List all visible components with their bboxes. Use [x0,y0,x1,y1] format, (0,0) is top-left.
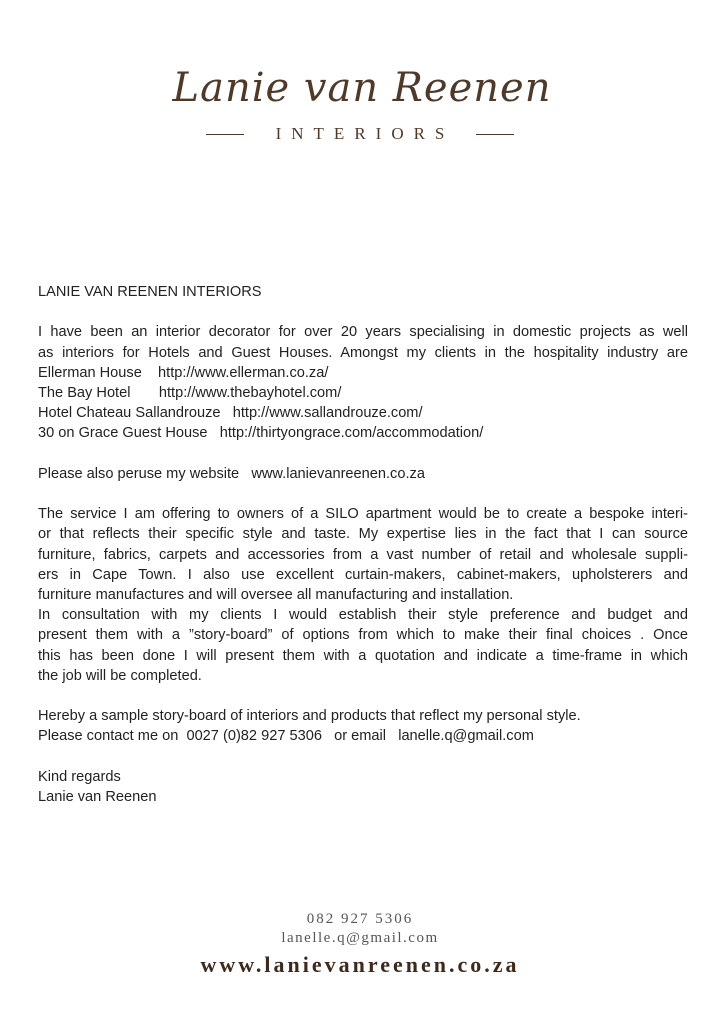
consult-line: this has been done I will present them with a quotation and indicate a time-frame in which [38,647,688,664]
client-row [38,383,688,403]
website-line: Please also peruse my website www.lanievanreenen.co.za [38,465,425,482]
client-name: The Bay Hotel [38,385,131,401]
logo-rule-right [476,134,514,135]
contact-line: Please contact me on 0027 (0)82 927 5306 or email lanelle.q@gmail.com [38,728,534,745]
service-line: furniture manufactures and will oversee all manufacturing and installation. [38,587,514,603]
client-row [38,363,688,383]
letter-heading-text: LANIE VAN REENEN INTERIORS [38,284,262,300]
service-paragraph [38,504,688,686]
letterhead-logo [0,65,720,144]
client-row [38,423,688,443]
footer-phone: 082 927 5306 [306,911,414,927]
letterhead-footer [0,910,720,978]
logo-script-name: Lanie van Reenen [172,65,552,111]
letter-heading [38,282,688,302]
letter-body [38,282,688,827]
footer-website[interactable]: www.lanievanreenen.co.za [200,952,520,977]
client-name: Ellerman House [38,364,142,381]
intro-line: I have been an interior decorator for over 20 years specialising in domestic projects as well [38,324,688,341]
closing-paragraph [38,767,688,807]
client-link[interactable]: http://thirtyongrace.com/accommodation/ [219,425,484,442]
logo-subtitle-row [0,124,720,144]
consult-line: In consultation with my clients I would establish their style preference and budget and [38,607,688,624]
intro-line: as interiors for Hotels and Guest Houses. Amongst my clients in the hospitality industry are [38,344,688,361]
logo-rule-left [206,134,244,135]
consult-line: the job will be completed. [38,667,202,684]
client-link[interactable]: http://www.ellerman.co.za/ [158,364,329,381]
logo-subtitle: INTERIORS [275,124,455,143]
contact-paragraph [38,706,688,746]
consult-line: present them with a ”story-board” of options from which to make their final choices . Once [38,627,688,644]
service-line: The service I am offering to owners of a SILO apartment would be to create a bespoke interi- [38,506,688,523]
client-link[interactable]: http://www.sallandrouze.com/ [232,405,423,422]
intro-paragraph [38,322,688,443]
website-paragraph [38,464,688,484]
signature: Lanie van Reenen [38,789,157,805]
service-line: or that reflects their specific style and taste. My expertise lies in the fact that I can source [38,526,688,543]
client-link[interactable]: http://www.thebayhotel.com/ [158,385,342,401]
client-name: Hotel Chateau Sallandrouze [38,405,221,422]
client-name: 30 on Grace Guest House [38,425,208,442]
service-line: ers in Cape Town. I also use excellent curtain-makers, cabinet-makers, upholsterers and [38,566,688,583]
footer-email[interactable]: lanelle.q@gmail.com [281,930,439,946]
service-line: furniture, fabrics, carpets and accessories from a vast number of retail and wholesale suppli- [38,546,688,563]
client-row [38,403,688,423]
sample-line: Hereby a sample story-board of interiors and products that reflect my personal style. [38,708,581,725]
closing: Kind regards [38,768,121,785]
